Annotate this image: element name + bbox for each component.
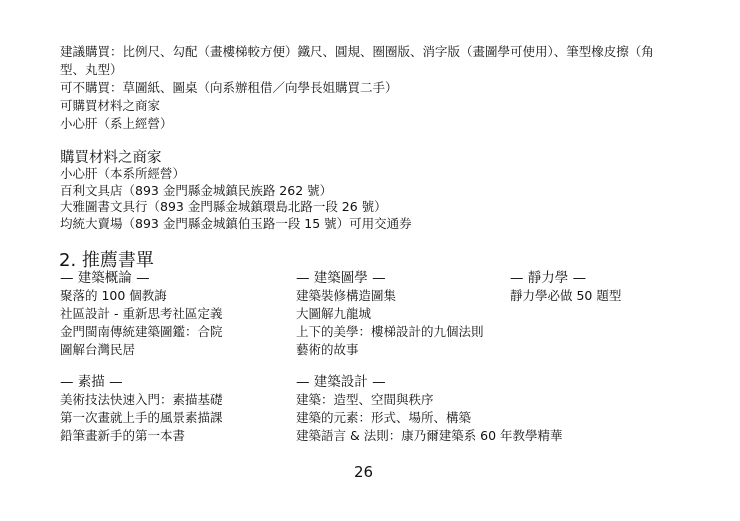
intro-line: 可不購買：草圖紙、圖桌（向系辦租借／向學長姐購買二手） — [60, 80, 398, 95]
book-item: 建築語言 & 法則：康乃爾建築系 60 年教學精華 — [296, 428, 563, 443]
book-item: 建築：造型、空間與秩序 — [296, 392, 434, 407]
page-number: 26 — [354, 463, 374, 481]
book-group-architecture-design — [296, 373, 563, 445]
book-group-architecture-intro — [60, 269, 223, 359]
book-item: 金門閩南傳統建築圖鑑：合院 — [60, 324, 223, 339]
book-group-statics — [510, 269, 621, 305]
book-item: 藝術的故事 — [296, 342, 359, 357]
group-title: — 建築概論 — — [60, 270, 150, 286]
book-item: 第一次畫就上手的風景素描課 — [60, 410, 223, 425]
book-item: 圖解台灣民居 — [60, 342, 136, 357]
book-item: 上下的美學：樓梯設計的九個法則 — [296, 324, 484, 339]
book-item: 大圖解九龍城 — [296, 306, 372, 321]
book-group-sketching — [60, 373, 223, 445]
stores-title: 購買材料之商家 — [60, 150, 162, 166]
intro-line: 小心肝（系上經營） — [60, 116, 173, 131]
book-item: 鉛筆畫新手的第一本書 — [60, 428, 186, 443]
group-title: — 建築圖學 — — [296, 270, 386, 286]
book-item: 美術技法快速入門：素描基礎 — [60, 392, 223, 407]
booklist-title: 2. 推薦書單 — [59, 250, 154, 271]
book-item: 社區設計 - 重新思考社區定義 — [60, 306, 223, 321]
book-item: 建築的元素：形式、場所、構築 — [296, 410, 472, 425]
book-group-architecture-drawing — [296, 269, 484, 359]
book-item: 聚落的 100 個教誨 — [60, 288, 167, 303]
intro-line: 型、丸型） — [60, 62, 123, 77]
intro-line: 可購買材料之商家 — [60, 98, 161, 113]
group-title: — 素描 — — [60, 374, 123, 390]
store-item: 均統大賣場（893 金門縣金城鎮伯玉路一段 15 號）可用交通券 — [60, 216, 412, 231]
book-item: 靜力學必做 50 題型 — [510, 288, 622, 303]
group-title: — 靜力學 — — [510, 270, 587, 286]
store-item: 百利文具店（893 金門縣金城鎮民族路 262 號） — [60, 183, 333, 198]
group-title: — 建築設計 — — [296, 374, 386, 390]
store-item: 小心肝（本系所經營） — [60, 166, 186, 181]
book-item: 建築裝修構造圖集 — [296, 288, 397, 303]
intro-line: 建議購買：比例尺、勾配（畫樓梯較方便）鐵尺、圓規、圈圈版、消字版（畫圖學可使用）、筆型橡皮擦（角 — [60, 44, 654, 59]
store-item: 大雅圖書文具行（893 金門縣金城鎮環島北路一段 26 號） — [60, 199, 387, 214]
